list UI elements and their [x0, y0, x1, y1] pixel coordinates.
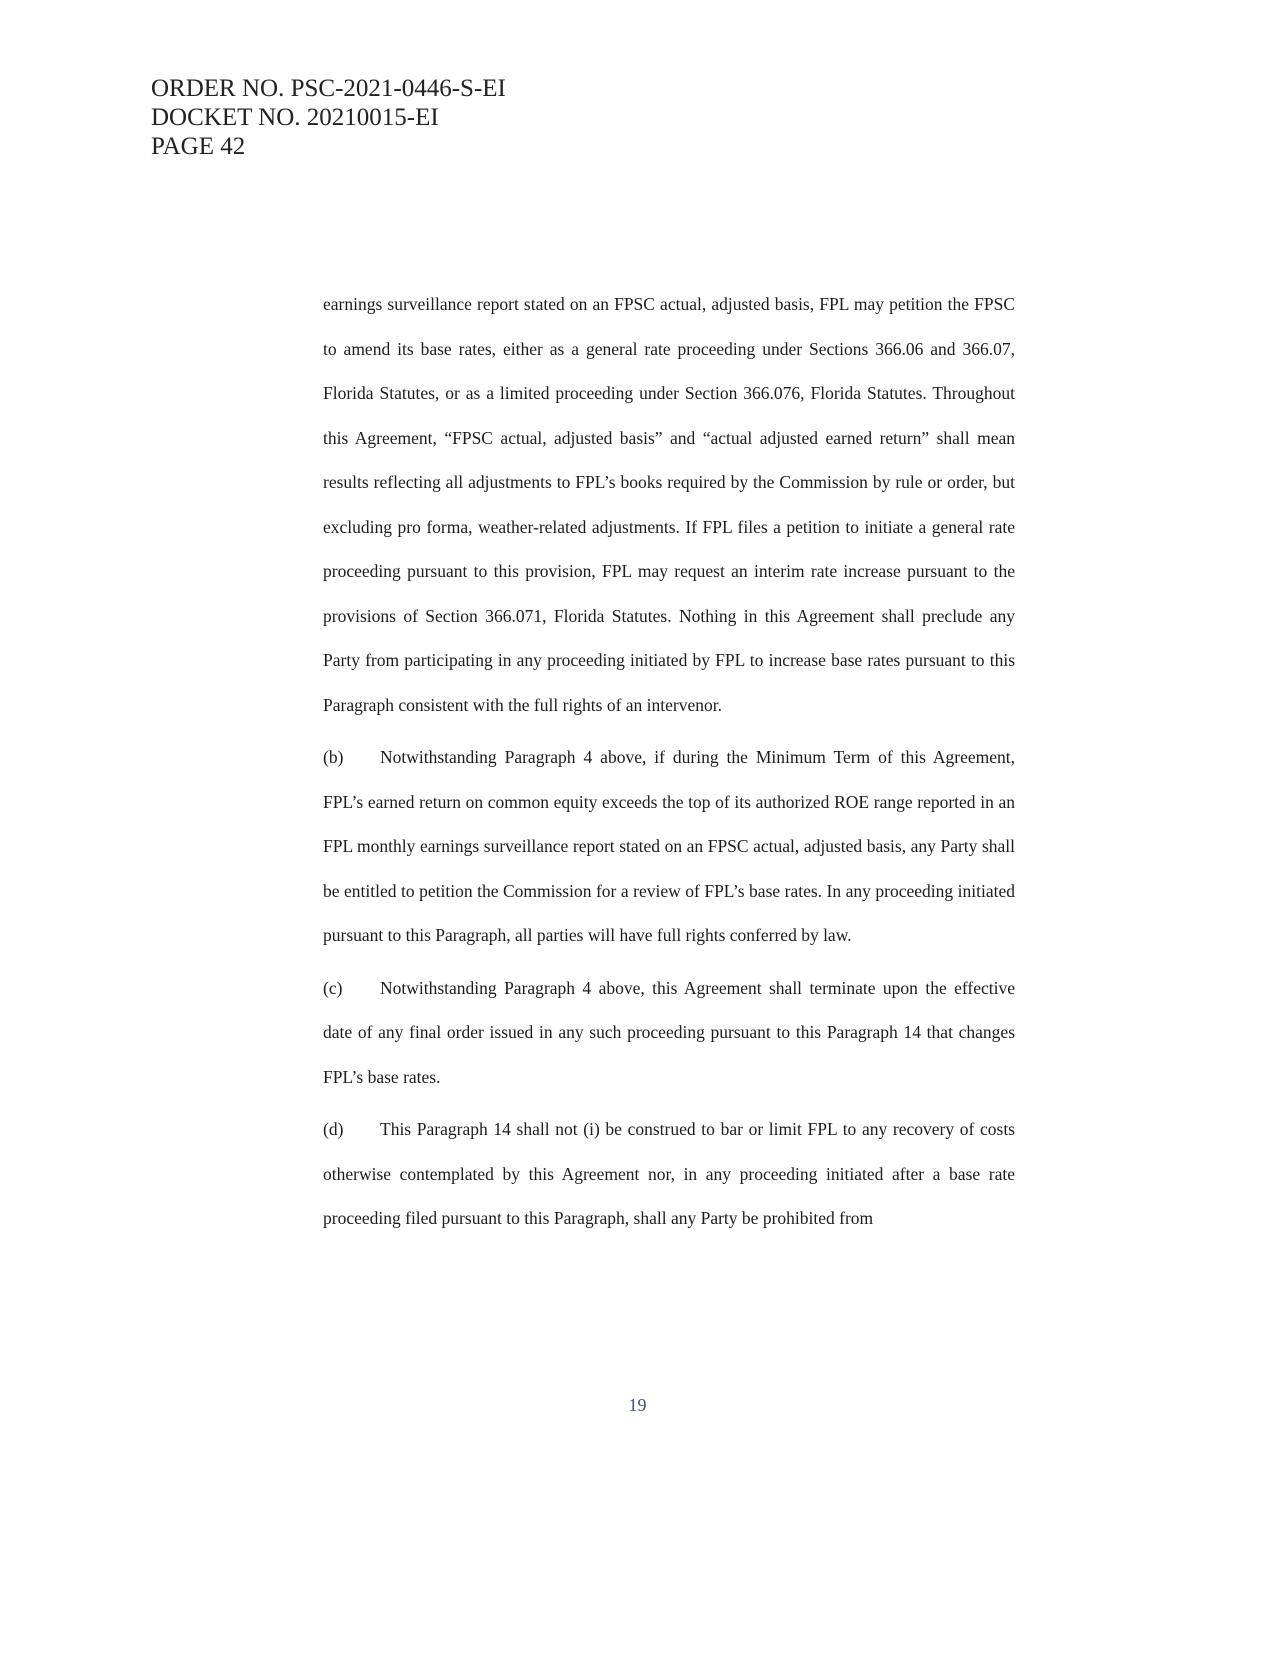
document-body	[323, 282, 1015, 1241]
paragraph-d	[323, 1107, 1015, 1241]
docket-number: DOCKET NO. 20210015-EI	[151, 104, 439, 131]
paragraph-marker: (c)	[323, 977, 343, 998]
paragraph-text: Notwithstanding Paragraph 4 above, this Agreement shall terminate upon the effective date of any final order issued in any such proceeding pursuant to this Paragraph 14 that changes FPL’s base rates.	[323, 977, 1015, 1087]
paragraph-continuation	[323, 282, 1015, 727]
paragraph-text: This Paragraph 14 shall not (i) be construed to bar or limit FPL to any recovery of costs otherwise contemplated by this Agreement nor, in any proceeding initiated after a base rate proceeding filed pursuant to this Paragraph, shall any Party be prohibited from	[323, 1119, 1015, 1228]
paragraph-marker: (b)	[323, 747, 344, 767]
paragraph-c	[323, 966, 1015, 1100]
paragraph-text: earnings surveillance report stated on an FPSC actual, adjusted basis, FPL may petition the FPSC to amend its base rates, either as a general rate proceeding under Sections 366.06 and 366.07, Florida Statutes, or as a limited proceeding under Section 366.076, Florida Statutes. Throughout this Agreement, “FPSC actual, adjusted basis” and “actual adjusted earned return” shall mean results reflecting all adjustments to FPL’s books required by the Commission by rule or order, but excluding pro forma, weather-related adjustments. If FPL files a petition to initiate a general rate proceeding pursuant to this provision, FPL may request an interim rate increase pursuant to the provisions of Section 366.071, Florida Statutes. Nothing in this Agreement shall preclude any Party from participating in any proceeding initiated by FPL to increase base rates pursuant to this Paragraph consistent with the full rights of an intervenor.	[323, 294, 1015, 715]
order-number: ORDER NO. PSC-2021-0446-S-EI	[151, 75, 506, 102]
paragraph-marker: (d)	[323, 1119, 344, 1139]
page-number: 19	[628, 1395, 647, 1415]
paragraph-b	[323, 735, 1015, 958]
page-label: PAGE 42	[151, 133, 246, 160]
document-header	[151, 74, 506, 161]
paragraph-text: Notwithstanding Paragraph 4 above, if during the Minimum Term of this Agreement, FPL’s earned return on common equity exceeds the top of its authorized ROE range reported in an FPL monthly earnings surveillance report stated on an FPSC actual, adjusted basis, any Party shall be entitled to petition the Commission for a review of FPL’s base rates. In any proceeding initiated pursuant to this Paragraph, all parties will have full rights conferred by law.	[323, 747, 1015, 945]
